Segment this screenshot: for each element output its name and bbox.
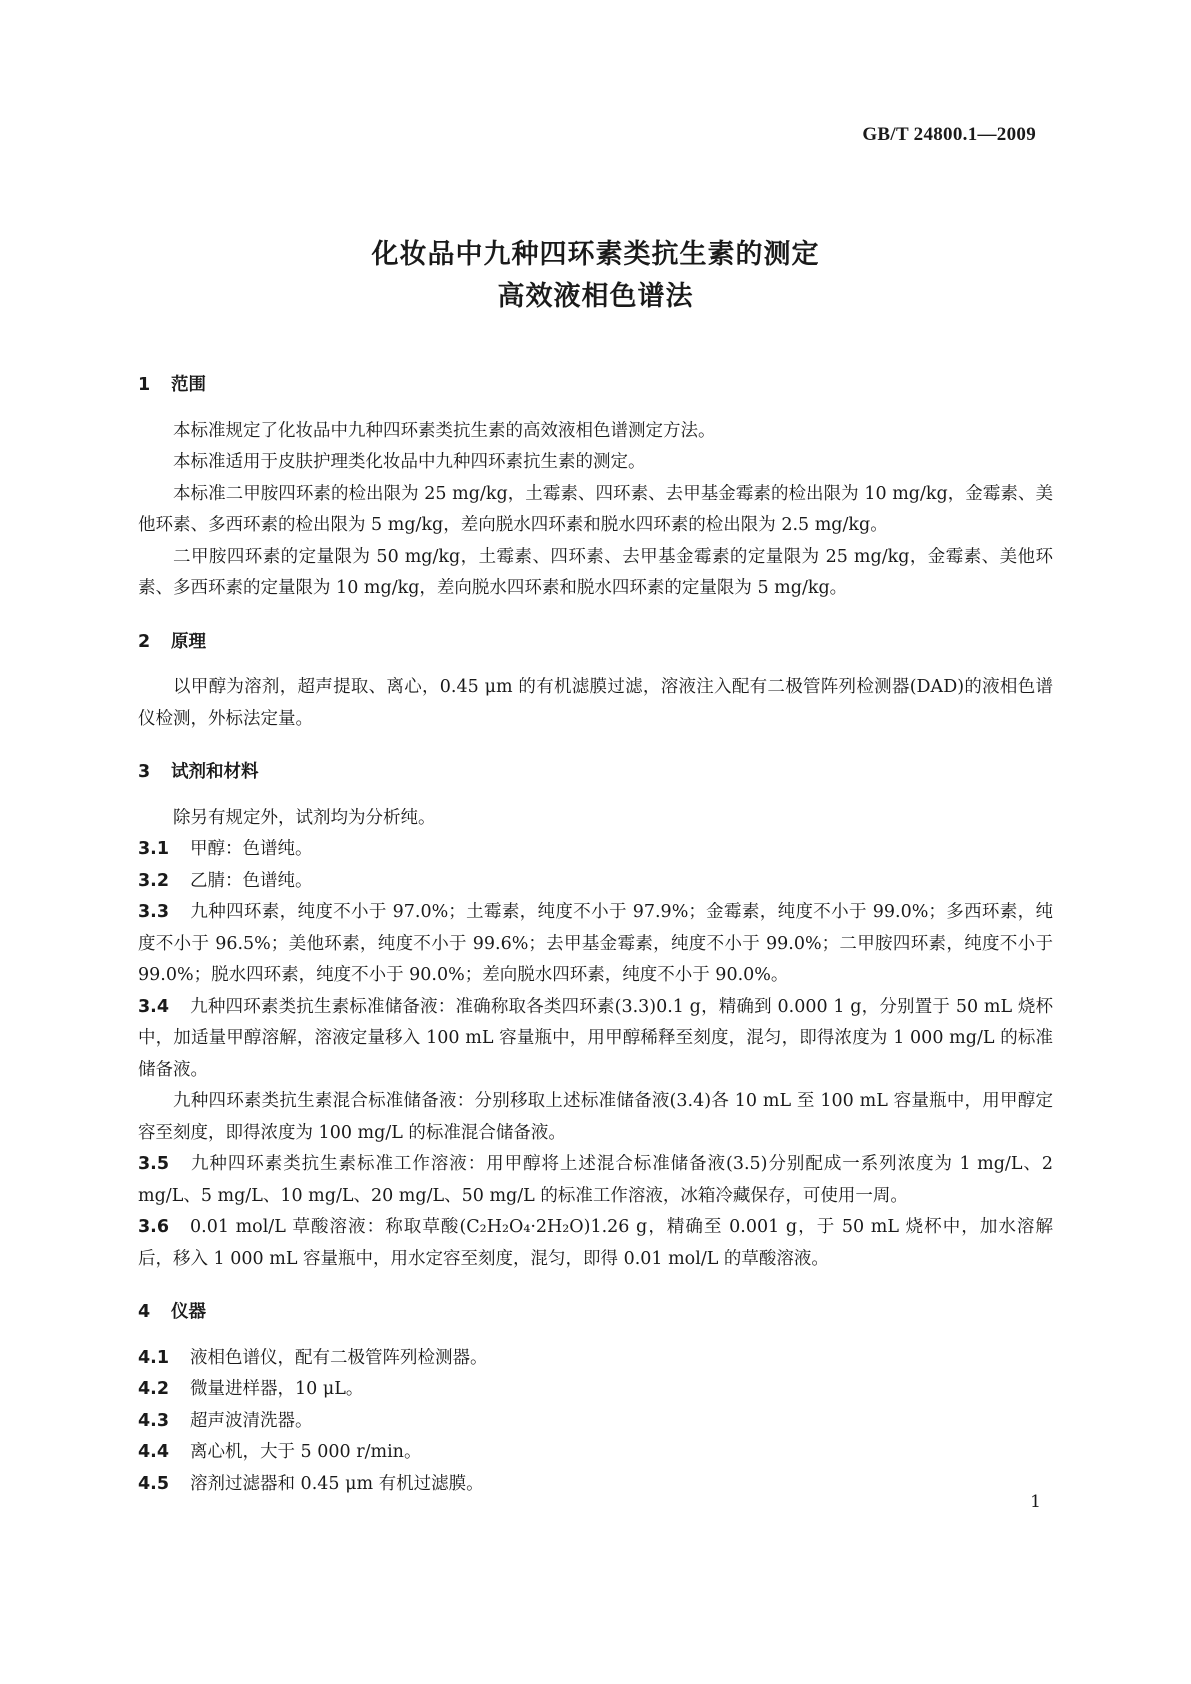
section-heading-1: 1 范围 [138, 375, 206, 395]
clause-3-1: 3.1 甲醇：色谱纯。 [138, 839, 313, 859]
clause-3-3: 3.3 九种四环素，纯度不小于 97.0%；土霉素，纯度不小于 97.9%；金霉素，纯度不小于 99.0%；多西环素，纯度不小于 96.5%；美他环素，纯度不小于 99.6%；去甲基金霉素，纯度不小于 99.0%；二甲胺四环素，纯度不小于 99.0%；脱水四环素，纯度不小于 90.0%；差向脱水四环素，纯度不小于 90.0%。 [138, 902, 1053, 985]
standard-code: GB/T 24800.1—2009 [862, 124, 1036, 145]
document-body [138, 370, 1053, 1500]
clause-4-5: 4.5 溶剂过滤器和 0.45 μm 有机过滤膜。 [138, 1473, 484, 1494]
page-number: 1 [1030, 1492, 1041, 1512]
clause-3-4: 3.4 九种四环素类抗生素标准储备液：准确称取各类四环素(3.3)0.1 g，精确到 0.000 1 g，分别置于 50 mL 烧杯中，加适量甲醇溶解，溶液定量移入 100 mL 容量瓶中，用甲醇稀释至刻度，混匀，即得浓度为 1 000 mg/L 的标准储备液。 [138, 996, 1053, 1080]
section-heading-4: 4 仪器 [138, 1302, 206, 1322]
document-title: 化妆品中九种四环素类抗生素的测定 [371, 239, 820, 270]
clause-3-2: 3.2 乙腈：色谱纯。 [138, 870, 313, 891]
paragraph: 除另有规定外，试剂均为分析纯。 [173, 807, 436, 828]
clause-4-2: 4.2 微量进样器，10 μL。 [138, 1379, 364, 1399]
clause-3-5: 3.5 九种四环素类抗生素标准工作溶液：用甲醇将上述混合标准储备液(3.5)分别配成一系列浓度为 1 mg/L、2 mg/L、5 mg/L、10 mg/L、20 mg/L、50 mg/L 的标准工作溶液，冰箱冷藏保存，可使用一周。 [138, 1154, 1053, 1206]
document-subtitle: 高效液相色谱法 [497, 281, 694, 312]
clause-4-4: 4.4 离心机，大于 5 000 r/min。 [138, 1442, 422, 1462]
clause-3-6: 3.6 0.01 mol/L 草酸溶液：称取草酸(C₂H₂O₄·2H₂O)1.26 g，精确至 0.001 g，于 50 mL 烧杯中，加水溶解后，移入 1 000 mL 容量瓶中，用水定容至刻度，混匀，即得 0.01 mol/L 的草酸溶液。 [138, 1217, 1053, 1269]
paragraph: 九种四环素类抗生素混合标准储备液：分别移取上述标准储备液(3.4)各 10 mL 至 100 mL 容量瓶中，用甲醇定容至刻度，即得浓度为 100 mg/L 的标准混合储备液。 [138, 1091, 1053, 1143]
clause-4-3: 4.3 超声波清洗器。 [138, 1410, 313, 1431]
section-heading-3: 3 试剂和材料 [138, 762, 259, 782]
paragraph: 本标准适用于皮肤护理类化妆品中九种四环素抗生素的测定。 [173, 452, 646, 472]
paragraph: 以甲醇为溶剂，超声提取、离心，0.45 μm 的有机滤膜过滤，溶液注入配有二极管阵列检测器(DAD)的液相色谱仪检测，外标法定量。 [138, 677, 1053, 729]
paragraph: 二甲胺四环素的定量限为 50 mg/kg，土霉素、四环素、去甲基金霉素的定量限为 25 mg/kg，金霉素、美他环素、多西环素的定量限为 10 mg/kg，差向脱水四环素和脱水四环素的定量限为 5 mg/kg。 [138, 546, 1053, 598]
paragraph: 本标准规定了化妆品中九种四环素类抗生素的高效液相色谱测定方法。 [173, 420, 716, 441]
clause-4-1: 4.1 液相色谱仪，配有二极管阵列检测器。 [138, 1347, 488, 1368]
paragraph: 本标准二甲胺四环素的检出限为 25 mg/kg，土霉素、四环素、去甲基金霉素的检出限为 10 mg/kg，金霉素、美他环素、多西环素的检出限为 5 mg/kg，差向脱水四环素和脱水四环素的检出限为 2.5 mg/kg。 [138, 483, 1053, 535]
section-heading-2: 2 原理 [138, 631, 206, 652]
